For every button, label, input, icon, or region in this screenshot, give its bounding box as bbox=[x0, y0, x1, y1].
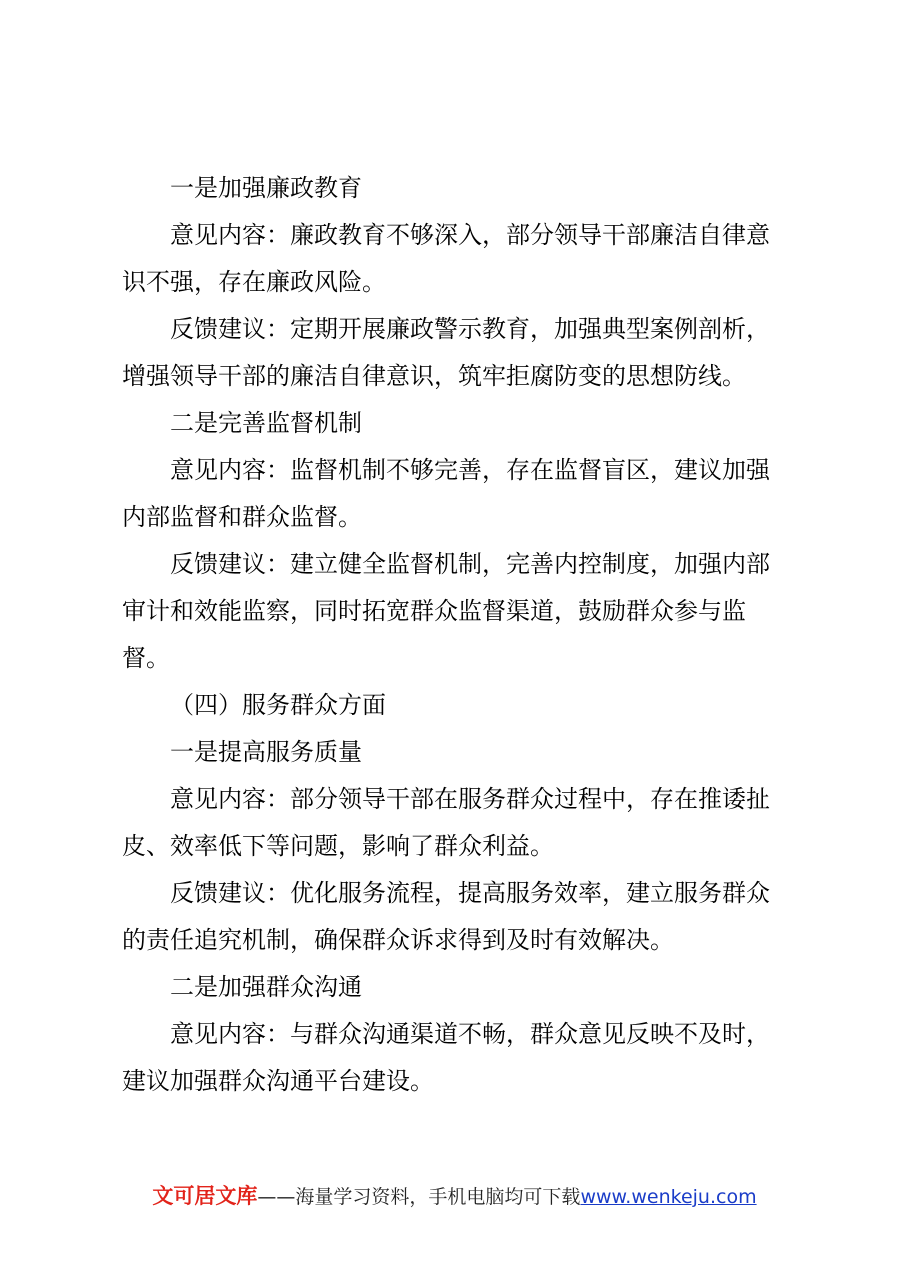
opinion-paragraph: 意见内容：廉政教育不够深入，部分领导干部廉洁自律意识不强，存在廉政风险。 bbox=[122, 221, 770, 296]
document-body bbox=[122, 165, 792, 1105]
section-heading-serving-masses: （四）服务群众方面 bbox=[170, 691, 386, 719]
heading-improve-service-quality: 一是提高服务质量 bbox=[170, 738, 362, 766]
suggestion-paragraph: 反馈建议：优化服务流程，提高服务效率，建立服务群众的责任追究机制，确保群众诉求得到及时有效解决。 bbox=[122, 879, 770, 954]
suggestion-paragraph: 反馈建议：定期开展廉政警示教育，加强典型案例剖析，增强领导干部的廉洁自律意识，筑牢拒腐防变的思想防线。 bbox=[122, 315, 770, 390]
opinion-paragraph: 意见内容：部分领导干部在服务群众过程中，存在推诿扯皮、效率低下等问题，影响了群众利益。 bbox=[122, 785, 770, 860]
heading-improve-supervision: 二是完善监督机制 bbox=[170, 409, 362, 437]
footer-brand: 文可居文库 bbox=[152, 1184, 258, 1208]
footer-dash: —— bbox=[257, 1186, 296, 1208]
footer-website-link[interactable]: www.wenkeju.com bbox=[580, 1186, 757, 1208]
opinion-paragraph: 意见内容：监督机制不够完善，存在监督盲区，建议加强内部监督和群众监督。 bbox=[122, 456, 770, 531]
suggestion-paragraph: 反馈建议：建立健全监督机制，完善内控制度，加强内部审计和效能监察，同时拓宽群众监督渠道，鼓励群众参与监督。 bbox=[122, 550, 770, 672]
opinion-paragraph: 意见内容：与群众沟通渠道不畅，群众意见反映不及时，建议加强群众沟通平台建设。 bbox=[122, 1020, 770, 1095]
page-footer bbox=[0, 1181, 909, 1212]
heading-strengthen-communication: 二是加强群众沟通 bbox=[170, 973, 362, 1001]
heading-strengthen-integrity-education: 一是加强廉政教育 bbox=[170, 174, 362, 202]
footer-tagline: 海量学习资料，手机电脑均可下载 bbox=[295, 1186, 581, 1208]
